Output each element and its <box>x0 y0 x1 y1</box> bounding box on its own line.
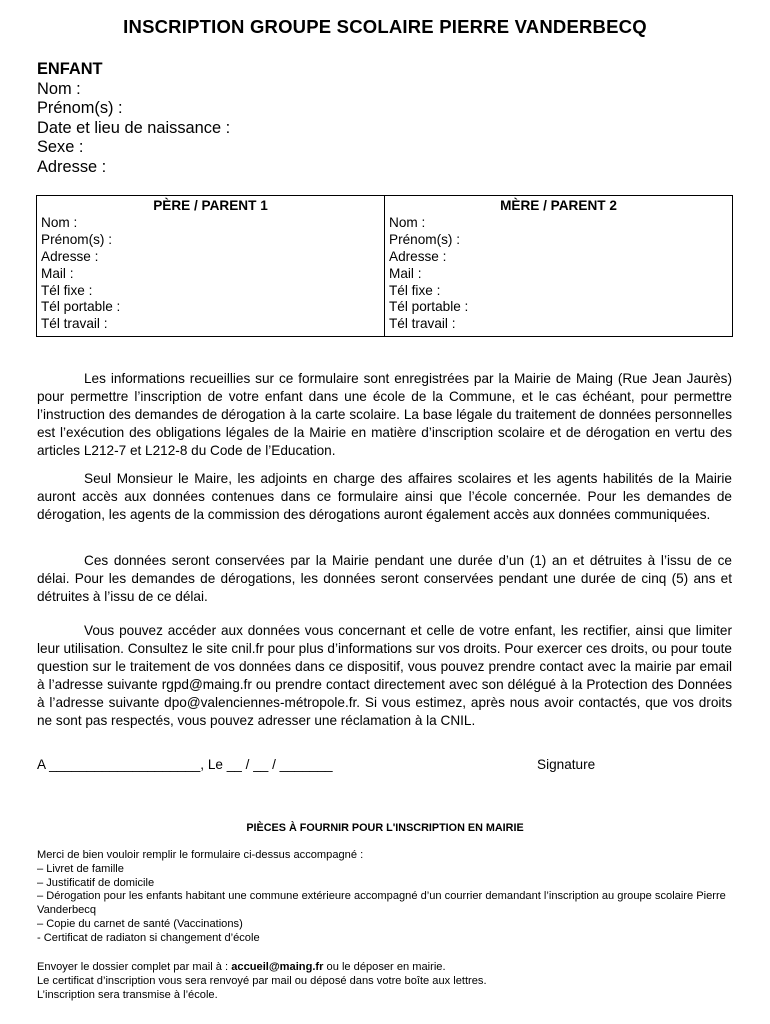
parent2-heading: MÈRE / PARENT 2 <box>500 198 617 213</box>
parent1-field-prenom: Prénom(s) : <box>41 231 113 247</box>
envoi-line-1 <box>37 961 737 975</box>
enfant-field-prenom: Prénom(s) : <box>37 99 123 117</box>
pieces-heading: PIÈCES À FOURNIR POUR L'INSCRIPTION EN MAIRIE <box>246 822 524 834</box>
parent2-field-tel-fixe: Tél fixe : <box>389 282 441 298</box>
paragraph-rgpd-acces: Seul Monsieur le Maire, les adjoints en charge des affaires scolaires et les agents habilités de la Mairie auront accès aux données contenues dans ce formulaire ainsi que l’école concernée. Pour les demandes de dérogation, les agents de la commission des dérogations auront également accès aux données communiquées. <box>37 471 732 522</box>
email-link[interactable]: accueil@maing.fr <box>231 961 324 973</box>
parent2-field-mail: Mail : <box>389 265 422 281</box>
enfant-field-adresse: Adresse : <box>37 157 107 176</box>
list-item: - Certificat de radiaton si changement d’école <box>37 931 260 944</box>
parent1-field-tel-fixe: Tél fixe : <box>41 282 93 298</box>
parent1-cell <box>37 196 385 337</box>
parent1-field-tel-travail: Tél travail : <box>41 316 108 332</box>
envoi-suffix: ou le déposer en mairie. <box>323 961 446 973</box>
envoi-prefix: Envoyer le dossier complet par mail à : <box>37 961 232 973</box>
parent2-cell <box>385 196 733 337</box>
parent2-field-tel-portable: Tél portable : <box>389 299 469 315</box>
signature-label: Signature <box>537 757 596 772</box>
enfant-field-naissance: Date et lieu de naissance : <box>37 118 231 137</box>
list-item: – Dérogation pour les enfants habitant une commune extérieure accompagné d’un courrier demandant l’inscription au groupe scolaire Pierre Vanderbecq <box>37 890 726 917</box>
envoi-section <box>37 961 737 1002</box>
paragraph-rgpd-conservation: Ces données seront conservées par la Mairie pendant une durée d’un (1) an et détruites à l’issu de ce délai. Pour les demandes de dérogations, les données seront conservées pendant une durée de cinq (5) ans et détruites à l’issu de ce délai. <box>37 553 732 604</box>
parent1-field-tel-portable: Tél portable : <box>41 299 121 315</box>
place-date-field: A ____________________, Le __ / __ / _______ <box>37 757 333 772</box>
parents-table <box>36 195 733 337</box>
pieces-intro: Merci de bien vouloir remplir le formulaire ci-dessus accompagné : <box>37 849 364 861</box>
list-item: – Livret de famille <box>37 862 124 875</box>
paragraph-rgpd-droits: Vous pouvez accéder aux données vous concernant et celle de votre enfant, les rectifier, ainsi que limiter leur utilisation. Consultez le site cnil.fr pour plus d’informations sur vos droits. Pour exercer ces droits, ou pour toute question sur le traitement de vos données dans ce dispositif, vous pouvez prendre contact avec la mairie par email à l’adresse suivante rgpd@maing.fr ou prendre contact directement avec son délégué à la Protection des Données à l’adresse suivante dpo@valenciennes-métropole.fr. Si vous estimez, après nous avoir contactés, que vos droits ne sont pas respectés, vous pouvez adresser une réclamation à la CNIL. <box>37 623 732 728</box>
paragraph-rgpd-finalite: Les informations recueillies sur ce formulaire sont enregistrées par la Mairie de Maing (Rue Jean Jaurès) pour permettre l’inscription de votre enfant dans une école de la Commune, et le cas échéant, pour permettre l’instruction des demandes de dérogation à la carte scolaire. La base légale du traitement de données personnelles est l’exécution des obligations légales de la Mairie en matière d’inscription scolaire et de dérogation en vertu des articles L212-7 et L212-8 du Code de l’Education. <box>37 371 732 458</box>
parent2-field-tel-travail: Tél travail : <box>389 316 456 332</box>
parent1-field-nom: Nom : <box>41 214 78 230</box>
enfant-field-nom: Nom : <box>37 79 81 98</box>
parent2-field-nom: Nom : <box>389 214 426 230</box>
page-title: INSCRIPTION GROUPE SCOLAIRE PIERRE VANDERBECQ <box>123 16 647 37</box>
pieces-list <box>37 849 737 946</box>
enfant-heading: ENFANT <box>37 60 103 78</box>
envoi-line-2: Le certificat d’inscription vous sera renvoyé par mail ou déposé dans votre boîte aux lettres. <box>37 974 487 987</box>
enfant-field-sexe: Sexe : <box>37 138 84 156</box>
parent1-field-adresse: Adresse : <box>41 248 99 264</box>
parent1-field-mail: Mail : <box>41 265 74 281</box>
list-item: – Copie du carnet de santé (Vaccinations) <box>37 917 243 930</box>
signature-line <box>37 757 732 772</box>
parent2-field-prenom: Prénom(s) : <box>389 231 461 247</box>
enfant-section <box>37 60 230 177</box>
parent2-field-adresse: Adresse : <box>389 248 447 264</box>
list-item: – Justificatif de domicile <box>37 876 155 889</box>
envoi-line-3: L’inscription sera transmise à l’école. <box>37 988 218 1001</box>
parent1-heading: PÈRE / PARENT 1 <box>153 198 268 213</box>
